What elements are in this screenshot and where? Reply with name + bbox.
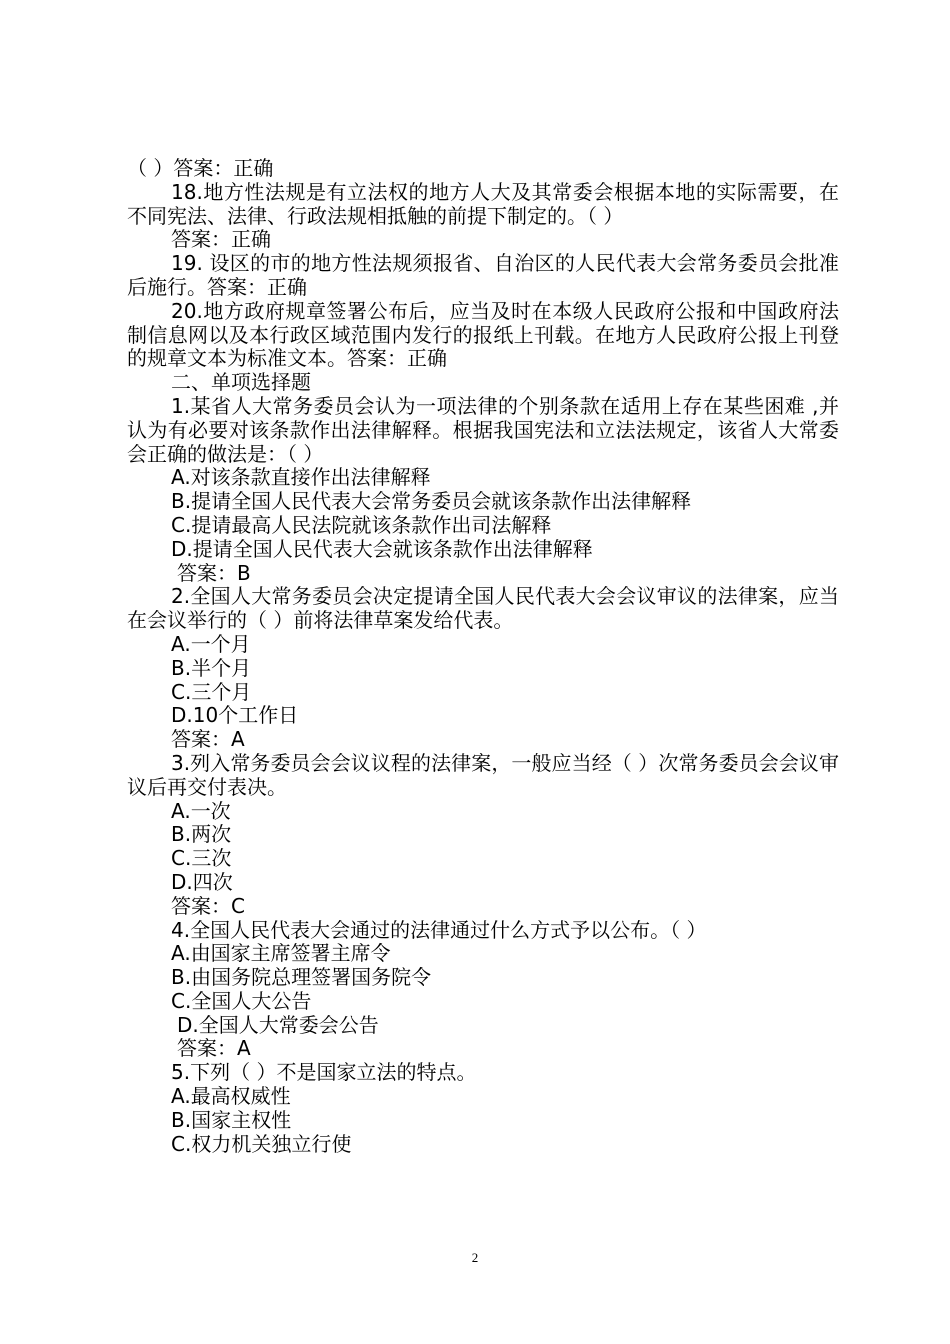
section-heading: 二、单项选择题 <box>171 370 311 395</box>
option-line: C.三个月 <box>171 679 252 704</box>
document-body <box>127 157 839 1156</box>
option-line: D.全国人大常委会公告 <box>177 1012 379 1037</box>
option-line: B.两次 <box>171 822 232 847</box>
option-line: C.权力机关独立行使 <box>171 1131 352 1156</box>
page-number: 2 <box>471 1250 479 1265</box>
option-line: D.四次 <box>171 869 233 894</box>
answer-line: 答案：C <box>171 893 245 918</box>
question-20: 20.地方政府规章签署公布后，应当及时在本级人民政府公报和中国政府法制信息网以及本行政区域范围内发行的报纸上刊载。在地方人民政府公报上刊登的规章文本为标准文本。答案：正确 <box>127 298 839 371</box>
answer-line: 答案：A <box>171 727 245 752</box>
question-2: 2.全国人大常务委员会决定提请全国人民代表大会会议审议的法律案，应当在会议举行的（ ）前将法律草案发给代表。 <box>127 584 839 633</box>
option-line: D.10个工作日 <box>171 703 299 728</box>
option-line: B.由国务院总理签署国务院令 <box>171 965 432 990</box>
question-5: 5.下列（ ）不是国家立法的特点。 <box>171 1060 477 1085</box>
question-18: 18.地方性法规是有立法权的地方人大及其常委会根据本地的实际需要，在不同宪法、法律、行政法规相抵触的前提下制定的。（ ） <box>127 179 839 228</box>
option-line: B.提请全国人民代表大会常务委员会就该条款作出法律解释 <box>171 489 692 514</box>
option-line: A.一次 <box>171 798 231 823</box>
question-4: 4.全国人民代表大会通过的法律通过什么方式予以公布。（ ） <box>171 917 707 942</box>
option-line: C.全国人大公告 <box>171 988 312 1013</box>
option-line: B.半个月 <box>171 655 252 680</box>
question-1: 1.某省人大常务委员会认为一项法律的个别条款在适用上存在某些困难 ,并认为有必要对该条款作出法律解释。根据我国宪法和立法法规定，该省人大常委会正确的做法是：（ ） <box>127 393 839 466</box>
option-line: A.一个月 <box>171 631 251 656</box>
question-19: 19. 设区的市的地方性法规须报省、自治区的人民代表大会常务委员会批准后施行。答案：正确 <box>127 251 839 299</box>
option-line: A.最高权威性 <box>171 1084 291 1109</box>
text-line: （ ）答案：正确 <box>127 156 274 180</box>
answer-line: 答案：正确 <box>171 227 271 252</box>
option-line: C.提请最高人民法院就该条款作出司法解释 <box>171 512 552 537</box>
option-line: C.三次 <box>171 846 232 871</box>
option-line: B.国家主权性 <box>171 1107 292 1132</box>
option-line: D.提请全国人民代表大会就该条款作出法律解释 <box>171 536 593 561</box>
answer-line: 答案：B <box>177 560 251 585</box>
answer-line: 答案：A <box>177 1036 251 1061</box>
option-line: A.对该条款直接作出法律解释 <box>171 465 431 490</box>
option-line: A.由国家主席签署主席令 <box>171 941 391 966</box>
question-3: 3.列入常务委员会会议议程的法律案，一般应当经（ ）次常务委员会会议审议后再交付表决。 <box>127 750 839 799</box>
